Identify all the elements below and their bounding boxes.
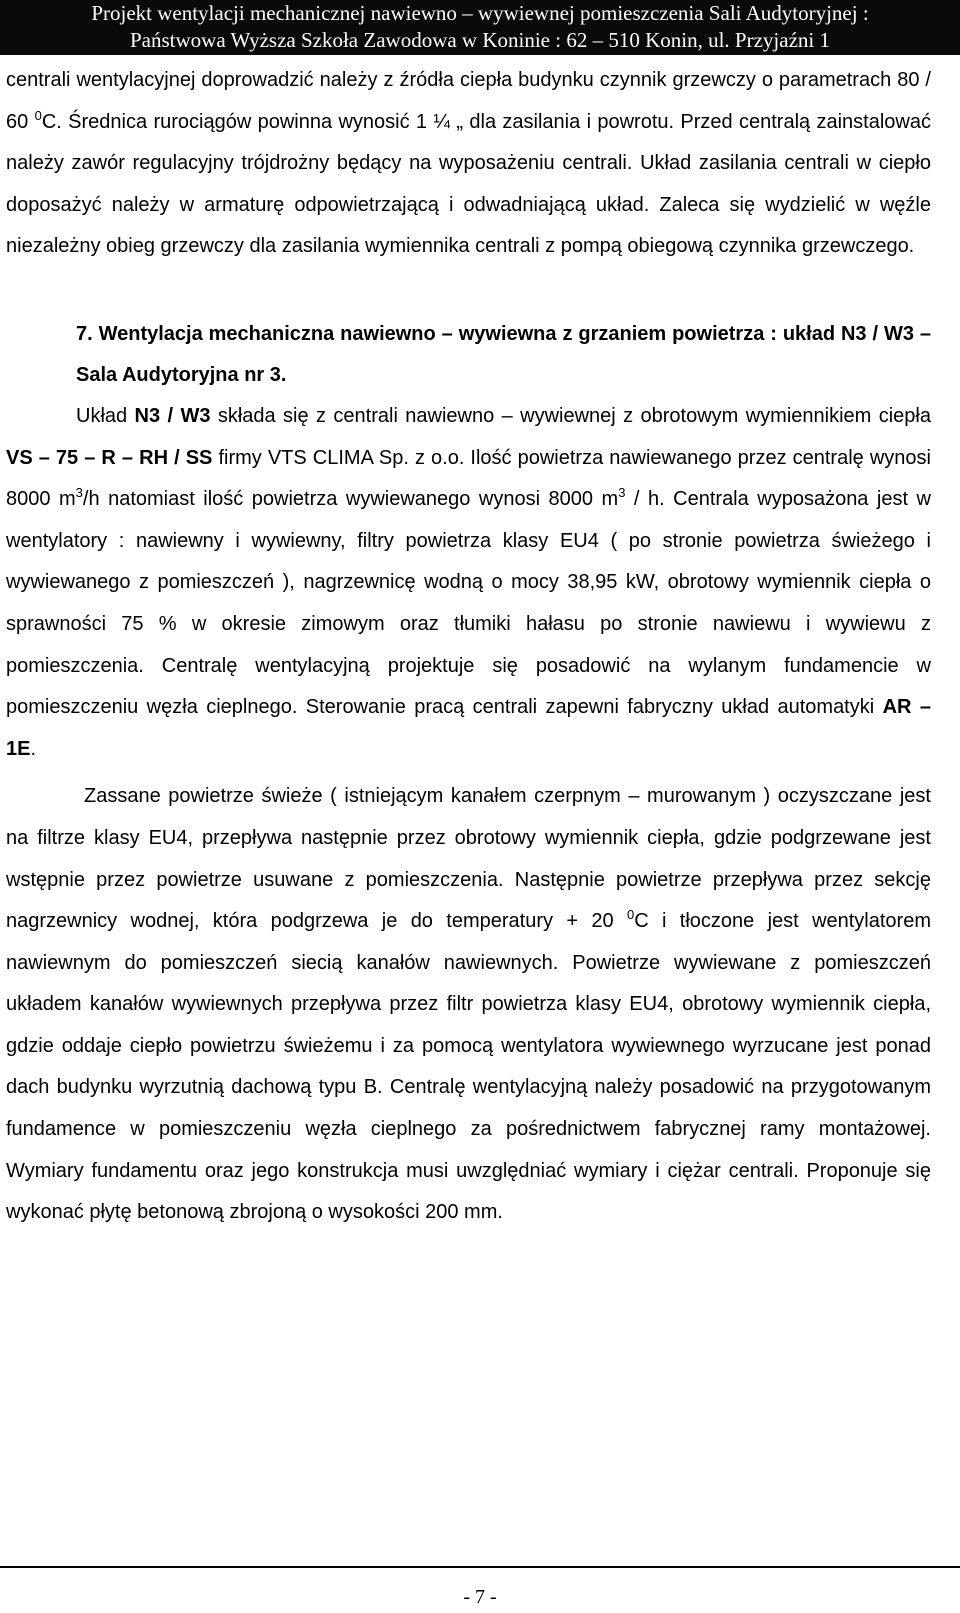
text-run: / h. Centrala wyposażona jest w wentylatory : nawiewny i wywiewny, filtry powietrza klasy EU4 ( po stronie powietrza świeżego i wywiewanego z pomieszczeń ), nagrzewnicę wodną o mocy 38,95 kW, obrotowy wymiennik ciepła o sprawności 75 % w okresie zimowym oraz tłumiki hałasu po stronie nawiewu i wywiewu z pomieszczenia. Centralę wentylacyjną projektuje się posadowić na wylanym fundamencie w pomieszczeniu węzła cieplnego. Sterowanie pracą centrali zapewni fabryczny układ automatyki [6,488,932,719]
unit-model: VS – 75 – R – RH / SS [6,446,213,469]
superscript: 3 [75,485,83,501]
section-heading: 7. Wentylacja mechaniczna nawiewno – wywiewna z grzaniem powietrza : układ N3 / W3 – Sala Audytoryjna nr 3. [76,322,931,386]
automation-code: AR – 1E [6,696,931,760]
spacer [6,268,931,314]
system-code: N3 / W3 [134,404,211,427]
paragraph-unit-description [6,396,931,770]
text-run: Układ [76,404,135,427]
text-run: firmy VTS CLIMA Sp. z o.o. Ilość powietrza nawiewanego przez centralę wynosi 8000 m [6,446,931,511]
header-line-2: Państwowa Wyższa Szkoła Zawodowa w Koninie : 62 – 510 Konin, ul. Przyjaźni 1 [130,28,830,52]
paragraph-heating-supply [6,60,931,268]
header-line-1: Projekt wentylacji mechanicznej nawiewno – wywiewnej pomieszczenia Sali Audytoryjnej : [91,1,869,25]
text-run: składa się z centrali nawiewno – wywiewnej z obrotowym wymiennikiem ciepła [210,404,931,427]
text-run: centrali wentylacyjnej doprowadzić należy z źródła ciepła budynku czynnik grzewczy o parametrach 80 / 60 [6,69,931,133]
page-footer [0,1566,960,1613]
text-run: Zassane powietrze świeże ( istniejącym kanałem czerpnym – murowanym ) oczyszczane jest na filtrze klasy EU4, przepływa następnie przez obrotowy wymiennik ciepła, gdzie podgrzewane jest wstępnie przez powietrze usuwane z pomieszczenia. Następnie powietrze przepływa przez sekcję nagrzewnicy wodnej, która podgrzewa je do temperatury + 20 [6,785,931,933]
superscript: 0 [34,107,42,123]
document-body [6,60,931,1234]
text-run: . [30,737,37,760]
text-run: C. Średnica rurociągów powinna wynosić 1 ¼ „ dla zasilania i powrotu. Przed centralą zainstalować należy zawór regulacyjny trójdrożny będący na wyposażeniu centrali. Układ zasilania centrali w ciepło doposażyć należy w armaturę odpowietrzającą i odwadniającą układ. Zaleca się wydzielić w węźle niezależny obieg grzewczy dla zasilania wymiennika centrali z pompą obiegową czynnika grzewczego. [6,110,931,258]
text-run: /h natomiast ilość powietrza wywiewanego wynosi 8000 m [82,488,619,511]
superscript: 0 [626,907,635,923]
superscript: 3 [618,485,626,501]
page-number: - 7 - [463,1586,497,1608]
paragraph-air-flow [6,776,931,1234]
footer-rule [0,1566,960,1568]
text-run: C i tłoczone jest wentylatorem nawiewnym do pomieszczeń siecią kanałów nawiewnych. Powietrze wywiewane z pomieszczeń układem kanałów wywiewnych przepływa przez filtr powietrza klasy EU4, obrotowy wymiennik ciepła, gdzie oddaje ciepło powietrzu świeżemu i za pomocą wentylatora wywiewnego wyrzucane jest ponad dach budynku wyrzutnią dachową typu B. Centralę wentylacyjną należy posadowić na przygotowanym fundamence w pomieszczeniu węzła cieplnego za pośrednictwem fabrycznej ramy montażowej. Wymiary fundamentu oraz jego konstrukcja musi uwzględniać wymiary i ciężar centrali. Proponuje się wykonać płytę betonową zbrojoną o wysokości 200 mm. [6,910,932,1224]
page-header [0,0,960,55]
